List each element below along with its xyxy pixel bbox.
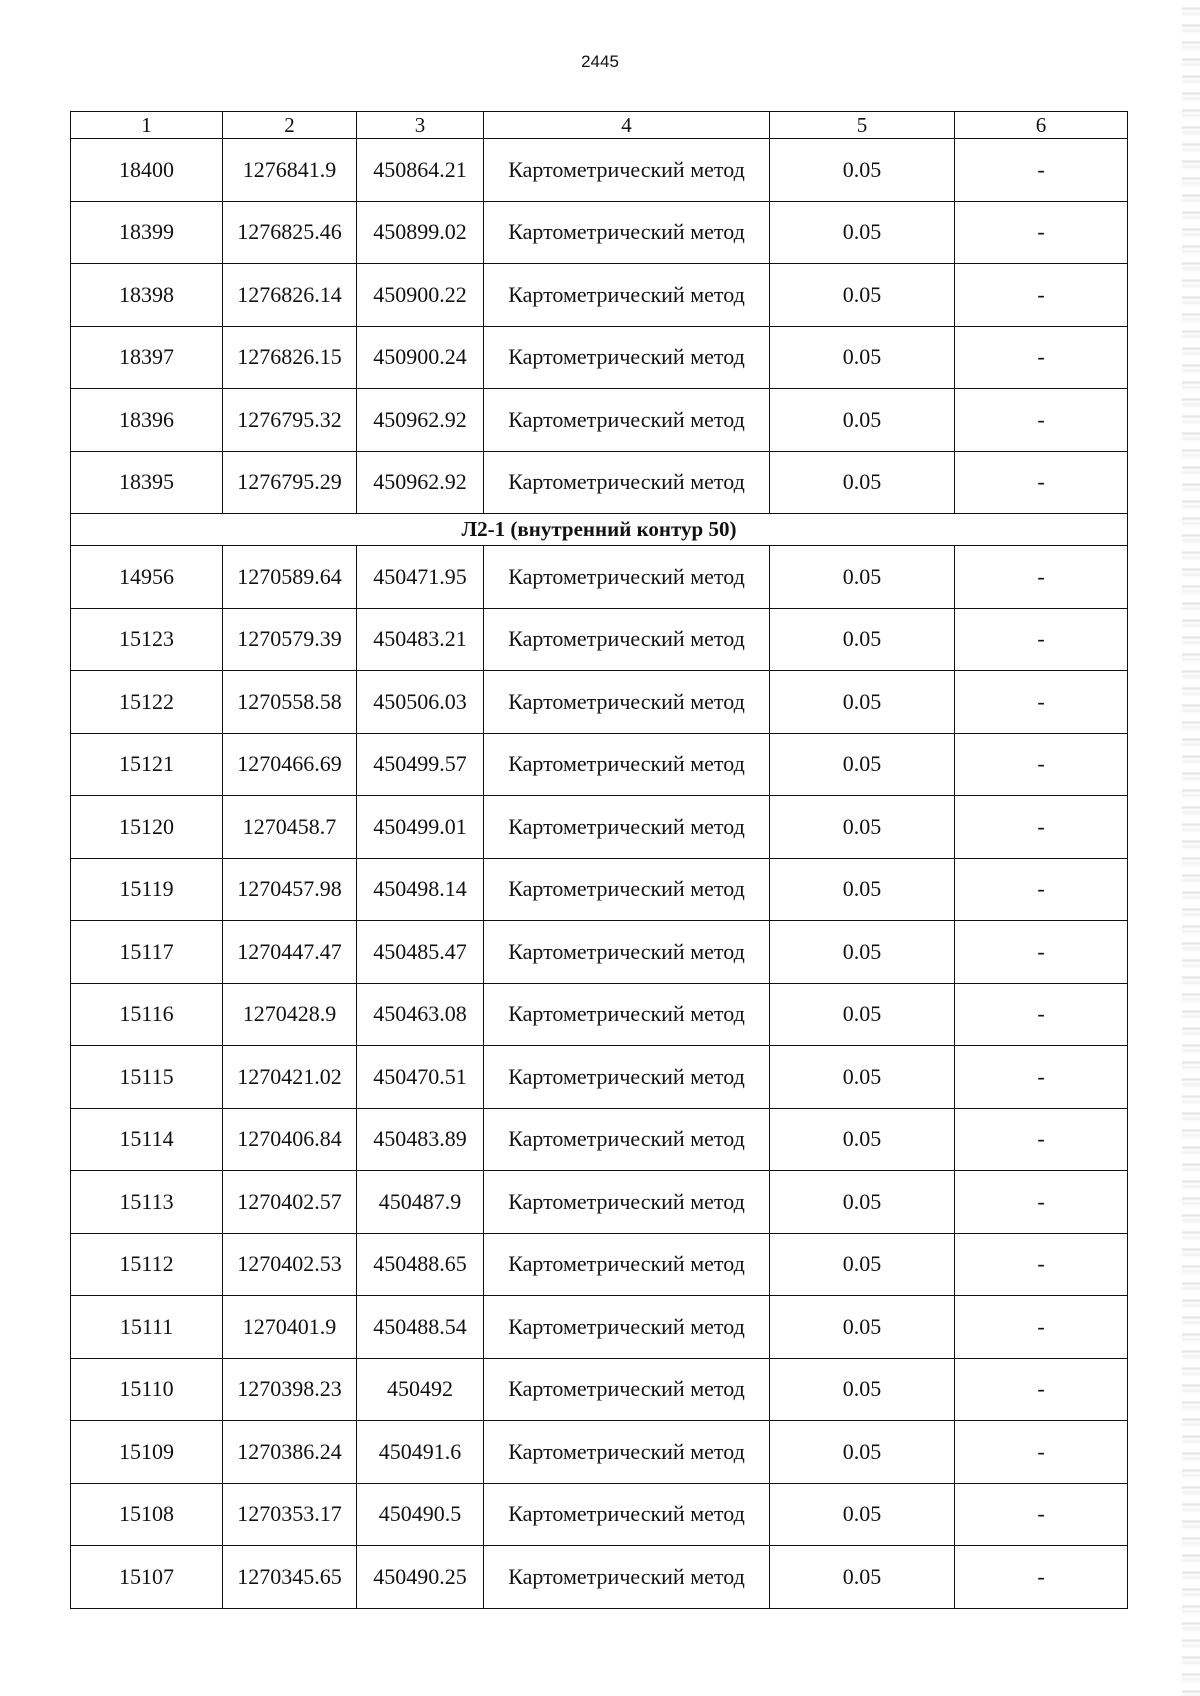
point-number-cell: 15120 [71,796,223,859]
method-cell: Картометрический метод [484,983,770,1046]
accuracy-cell: 0.05 [770,733,955,796]
table-row [71,1296,1128,1359]
table-row [71,389,1128,452]
column-header-2: 2 [223,112,357,139]
table-row [71,139,1128,202]
point-number-cell: 15109 [71,1421,223,1484]
x-coordinate-cell: 1270428.9 [223,983,357,1046]
column-header-5: 5 [770,112,955,139]
header-row [71,112,1128,139]
x-coordinate-cell: 1276826.14 [223,264,357,327]
description-cell: - [955,1483,1128,1546]
table-row [71,671,1128,734]
accuracy-cell: 0.05 [770,921,955,984]
table-row [71,1046,1128,1109]
description-cell: - [955,546,1128,609]
method-cell: Картометрический метод [484,1546,770,1609]
table-row [71,326,1128,389]
table-row [71,1358,1128,1421]
x-coordinate-cell: 1270402.57 [223,1171,357,1234]
table-row [71,1546,1128,1609]
x-coordinate-cell: 1270402.53 [223,1233,357,1296]
point-number-cell: 18397 [71,326,223,389]
point-number-cell: 15111 [71,1296,223,1359]
x-coordinate-cell: 1276795.29 [223,451,357,514]
accuracy-cell: 0.05 [770,389,955,452]
y-coordinate-cell: 450488.54 [357,1296,484,1359]
x-coordinate-cell: 1270458.7 [223,796,357,859]
description-cell: - [955,1046,1128,1109]
method-cell: Картометрический метод [484,1233,770,1296]
method-cell: Картометрический метод [484,858,770,921]
y-coordinate-cell: 450487.9 [357,1171,484,1234]
accuracy-cell: 0.05 [770,1233,955,1296]
x-coordinate-cell: 1270447.47 [223,921,357,984]
y-coordinate-cell: 450483.21 [357,608,484,671]
method-cell: Картометрический метод [484,796,770,859]
y-coordinate-cell: 450490.5 [357,1483,484,1546]
table-row [71,201,1128,264]
column-header-3: 3 [357,112,484,139]
table-row [71,796,1128,859]
method-cell: Картометрический метод [484,1296,770,1359]
description-cell: - [955,796,1128,859]
x-coordinate-cell: 1276825.46 [223,201,357,264]
description-cell: - [955,1108,1128,1171]
description-cell: - [955,608,1128,671]
accuracy-cell: 0.05 [770,326,955,389]
method-cell: Картометрический метод [484,1046,770,1109]
x-coordinate-cell: 1270457.98 [223,858,357,921]
x-coordinate-cell: 1276795.32 [223,389,357,452]
method-cell: Картометрический метод [484,139,770,202]
y-coordinate-cell: 450488.65 [357,1233,484,1296]
point-number-cell: 15123 [71,608,223,671]
accuracy-cell: 0.05 [770,201,955,264]
accuracy-cell: 0.05 [770,1046,955,1109]
accuracy-cell: 0.05 [770,546,955,609]
point-number-cell: 15121 [71,733,223,796]
y-coordinate-cell: 450900.24 [357,326,484,389]
description-cell: - [955,389,1128,452]
description-cell: - [955,139,1128,202]
point-number-cell: 15119 [71,858,223,921]
y-coordinate-cell: 450900.22 [357,264,484,327]
method-cell: Картометрический метод [484,326,770,389]
table-row [71,546,1128,609]
y-coordinate-cell: 450499.01 [357,796,484,859]
description-cell: - [955,451,1128,514]
y-coordinate-cell: 450490.25 [357,1546,484,1609]
point-number-cell: 15116 [71,983,223,1046]
table-body-top [71,139,1128,514]
point-number-cell: 18398 [71,264,223,327]
point-number-cell: 18399 [71,201,223,264]
y-coordinate-cell: 450499.57 [357,733,484,796]
y-coordinate-cell: 450899.02 [357,201,484,264]
method-cell: Картометрический метод [484,1483,770,1546]
y-coordinate-cell: 450498.14 [357,858,484,921]
column-header-4: 4 [484,112,770,139]
accuracy-cell: 0.05 [770,858,955,921]
method-cell: Картометрический метод [484,671,770,734]
method-cell: Картометрический метод [484,546,770,609]
accuracy-cell: 0.05 [770,671,955,734]
description-cell: - [955,1233,1128,1296]
accuracy-cell: 0.05 [770,1421,955,1484]
description-cell: - [955,858,1128,921]
x-coordinate-cell: 1270466.69 [223,733,357,796]
table-row [71,983,1128,1046]
description-cell: - [955,921,1128,984]
method-cell: Картометрический метод [484,921,770,984]
x-coordinate-cell: 1276826.15 [223,326,357,389]
scan-edge-artifact [1182,0,1200,1696]
point-number-cell: 15113 [71,1171,223,1234]
table-row [71,1483,1128,1546]
method-cell: Картометрический метод [484,733,770,796]
accuracy-cell: 0.05 [770,264,955,327]
table-row [71,733,1128,796]
table-row [71,264,1128,327]
y-coordinate-cell: 450471.95 [357,546,484,609]
x-coordinate-cell: 1270386.24 [223,1421,357,1484]
method-cell: Картометрический метод [484,1421,770,1484]
description-cell: - [955,1296,1128,1359]
method-cell: Картометрический метод [484,451,770,514]
y-coordinate-cell: 450470.51 [357,1046,484,1109]
description-cell: - [955,983,1128,1046]
y-coordinate-cell: 450492 [357,1358,484,1421]
x-coordinate-cell: 1270406.84 [223,1108,357,1171]
method-cell: Картометрический метод [484,1108,770,1171]
accuracy-cell: 0.05 [770,1108,955,1171]
y-coordinate-cell: 450485.47 [357,921,484,984]
y-coordinate-cell: 450962.92 [357,389,484,452]
description-cell: - [955,264,1128,327]
column-header-1: 1 [71,112,223,139]
accuracy-cell: 0.05 [770,139,955,202]
description-cell: - [955,1358,1128,1421]
accuracy-cell: 0.05 [770,1358,955,1421]
section-group [71,514,1128,546]
y-coordinate-cell: 450506.03 [357,671,484,734]
description-cell: - [955,1546,1128,1609]
coordinates-table [70,111,1128,1609]
table-row [71,608,1128,671]
point-number-cell: 14956 [71,546,223,609]
method-cell: Картометрический метод [484,201,770,264]
description-cell: - [955,1421,1128,1484]
y-coordinate-cell: 450483.89 [357,1108,484,1171]
point-number-cell: 15114 [71,1108,223,1171]
method-cell: Картометрический метод [484,1358,770,1421]
point-number-cell: 15122 [71,671,223,734]
section-title: Л2-1 (внутренний контур 50) [71,514,1128,546]
accuracy-cell: 0.05 [770,451,955,514]
point-number-cell: 15107 [71,1546,223,1609]
x-coordinate-cell: 1270345.65 [223,1546,357,1609]
method-cell: Картометрический метод [484,608,770,671]
table-row [71,1171,1128,1234]
x-coordinate-cell: 1270398.23 [223,1358,357,1421]
accuracy-cell: 0.05 [770,983,955,1046]
page-number: 2445 [581,52,619,71]
table-body-bottom [71,546,1128,1609]
point-number-cell: 15110 [71,1358,223,1421]
description-cell: - [955,1171,1128,1234]
table-row [71,1108,1128,1171]
x-coordinate-cell: 1270579.39 [223,608,357,671]
point-number-cell: 18395 [71,451,223,514]
description-cell: - [955,326,1128,389]
point-number-cell: 18400 [71,139,223,202]
section-row [71,514,1128,546]
description-cell: - [955,733,1128,796]
table-row [71,451,1128,514]
accuracy-cell: 0.05 [770,1483,955,1546]
accuracy-cell: 0.05 [770,1296,955,1359]
method-cell: Картометрический метод [484,389,770,452]
point-number-cell: 15108 [71,1483,223,1546]
y-coordinate-cell: 450491.6 [357,1421,484,1484]
accuracy-cell: 0.05 [770,1171,955,1234]
x-coordinate-cell: 1270353.17 [223,1483,357,1546]
table-header [71,112,1128,139]
x-coordinate-cell: 1270558.58 [223,671,357,734]
table-row [71,1421,1128,1484]
x-coordinate-cell: 1270589.64 [223,546,357,609]
table-row [71,1233,1128,1296]
point-number-cell: 15115 [71,1046,223,1109]
y-coordinate-cell: 450962.92 [357,451,484,514]
point-number-cell: 15112 [71,1233,223,1296]
x-coordinate-cell: 1276841.9 [223,139,357,202]
method-cell: Картометрический метод [484,264,770,327]
y-coordinate-cell: 450463.08 [357,983,484,1046]
x-coordinate-cell: 1270421.02 [223,1046,357,1109]
column-header-6: 6 [955,112,1128,139]
x-coordinate-cell: 1270401.9 [223,1296,357,1359]
point-number-cell: 18396 [71,389,223,452]
y-coordinate-cell: 450864.21 [357,139,484,202]
description-cell: - [955,671,1128,734]
point-number-cell: 15117 [71,921,223,984]
table-row [71,858,1128,921]
table-row [71,921,1128,984]
accuracy-cell: 0.05 [770,796,955,859]
accuracy-cell: 0.05 [770,608,955,671]
accuracy-cell: 0.05 [770,1546,955,1609]
method-cell: Картометрический метод [484,1171,770,1234]
description-cell: - [955,201,1128,264]
